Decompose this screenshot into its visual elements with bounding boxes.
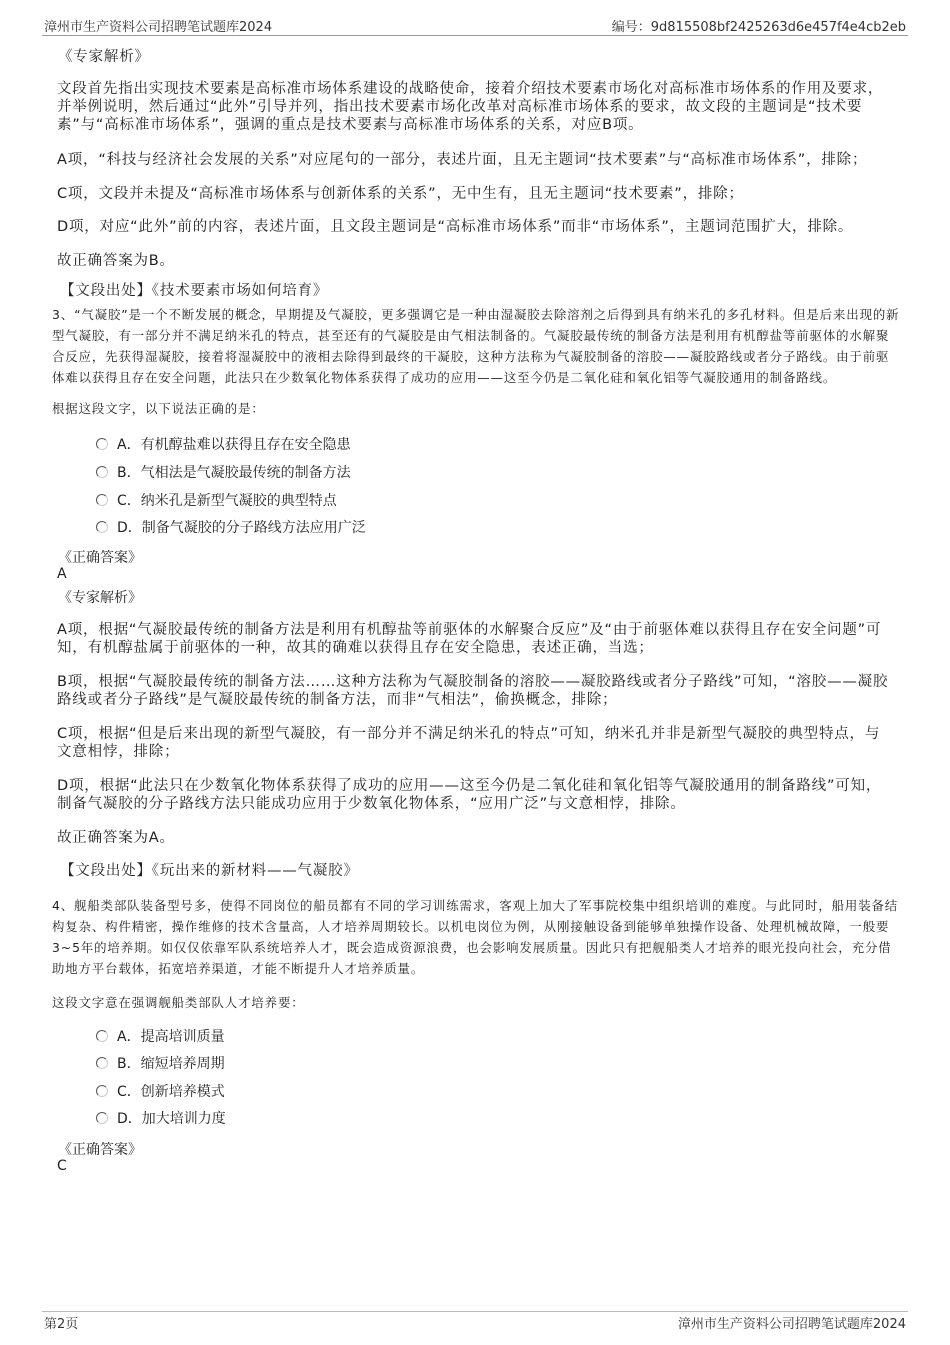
analysis-paragraph: C项，文段并未提及“高标准市场体系与创新体系的关系”，无中生有，且无主题词“技术要素”，排除； (57, 186, 744, 202)
analysis-paragraph: 故正确答案为A。 (57, 830, 175, 846)
option-d[interactable] (96, 1108, 226, 1128)
radio-icon[interactable] (96, 521, 108, 533)
analysis-paragraph: A项，“科技与经济社会发展的关系”对应尾句的一部分，表述片面，且无主题词“技术要素”与“高标准市场体系”，排除； (57, 152, 868, 168)
source-citation: 【文段出处】《玩出来的新材料——气凝胶》 (60, 863, 359, 879)
code-value: 9d815508bf2425263d6e457f4e4cb2eb (650, 20, 906, 35)
analysis-paragraph: A项，根据“气凝胶最传统的制备方法是利用有机醇盐等前驱体的水解聚合反应”及“由于前驱体难以获得且存在安全问题”可知，有机醇盐属于前驱体的一种，故其的确难以获得且存在安全隐患，表述正确，当选； (57, 622, 882, 656)
answer-label: 《正确答案》 (58, 550, 142, 566)
question-stem: 3、“气凝胶”是一个不断发展的概念，早期提及气凝胶，更多强调它是一种由湿凝胶去除溶剂之后得到具有纳米孔的多孔材料。但是后来出现的新型气凝胶，有一部分并不满足纳米孔的特点，甚至还有的气凝胶是由气相法制备的。气凝胶最传统的制备方法是利用有机醇盐等前驱体的水解聚合反应，先获得湿凝胶，接着将湿凝胶中的液相去除得到最终的干凝胶，这种方法称为气凝胶制备的溶胶——凝胶路线或者分子路线。由于前驱体难以获得且存在安全问题，此法只在少数氧化物体系获得了成功的应用——这至今仍是二氧化硅和氧化铝等气凝胶通用的制备路线。 (52, 307, 900, 385)
answer-value: C (57, 1158, 67, 1174)
answer-label: 《正确答案》 (58, 1142, 142, 1158)
radio-icon[interactable] (96, 1030, 108, 1042)
page-number: 第2页 (44, 1317, 79, 1332)
option-label: C．创新培养模式 (117, 1084, 225, 1100)
option-label: A．提高培训质量 (117, 1029, 225, 1045)
source-citation: 【文段出处】《技术要素市场如何培育》 (60, 283, 329, 299)
radio-icon[interactable] (96, 1057, 108, 1069)
radio-icon[interactable] (96, 1085, 108, 1097)
radio-icon[interactable] (96, 1112, 108, 1124)
footer-divider (42, 1311, 908, 1312)
option-a[interactable] (96, 434, 351, 454)
header-title: 漳州市生产资料公司招聘笔试题库2024 (44, 20, 273, 35)
analysis-paragraph: 故正确答案为B。 (57, 253, 175, 269)
question-stem: 4、舰船类部队装备型号多，使得不同岗位的船员都有不同的学习训练需求，客观上加大了军事院校集中组织培训的难度。与此同时，船用装备结构复杂、构件精密，操作维修的技术含量高，人才培养周期较长。以机电岗位为例，从刚接触设备到能够单独操作设备、处理机械故障，一般要3~5年的培养期。如仅仅依靠军队系统培养人才，既会造成资源浪费，也会影响发展质量。因此只有把舰船类人才培养的眼光投向社会，充分借助地方平台载体，拓宽培养渠道，才能不断提升人才培养质量。 (52, 898, 899, 976)
analysis-paragraph: 文段首先指出实现技术要素是高标准市场体系建设的战略使命，接着介绍技术要素市场化对高标准市场体系的作用及要求，并举例说明，然后通过“此外”引导并列，指出技术要素市场化改革对高标准市场体系的要求，故文段的主题词是“技术要素”与“高标准市场体系”，强调的重点是技术要素与高标准市场体系的关系，对应B项。 (57, 81, 884, 133)
option-b[interactable] (96, 1053, 225, 1073)
question-prompt: 根据这段文字，以下说法正确的是： (52, 401, 265, 416)
question-prompt: 这段文字意在强调舰船类部队人才培养要： (52, 995, 305, 1010)
option-c[interactable] (96, 1081, 225, 1101)
document-code (612, 16, 906, 35)
option-label: A．有机醇盐难以获得且存在安全隐患 (117, 437, 351, 453)
option-label: D．加大培训力度 (117, 1111, 226, 1127)
option-c[interactable] (96, 490, 337, 510)
option-label: C．纳米孔是新型气凝胶的典型特点 (117, 493, 337, 509)
analysis-paragraph: C项，根据“但是后来出现的新型气凝胶，有一部分并不满足纳米孔的特点”可知，纳米孔并非是新型气凝胶的典型特点，与文意相悖，排除； (57, 726, 881, 760)
option-label: B．气相法是气凝胶最传统的制备方法 (117, 465, 351, 481)
analysis-paragraph: D项，对应“此外”前的内容，表述片面，且文段主题词是“高标准市场体系”而非“市场体系”，主题词范围扩大，排除。 (57, 219, 854, 235)
analysis-paragraph: D项，根据“此法只在少数氧化物体系获得了成功的应用——这至今仍是二氧化硅和氧化铝等气凝胶通用的制备路线”可知，制备气凝胶的分子路线方法只能成功应用于少数氧化物体系，“应用广泛”与文意相悖，排除。 (57, 778, 882, 812)
option-a[interactable] (96, 1026, 225, 1046)
radio-icon[interactable] (96, 466, 108, 478)
footer-title: 漳州市生产资料公司招聘笔试题库2024 (677, 1317, 906, 1332)
code-label: 编号： (611, 20, 651, 35)
radio-icon[interactable] (96, 494, 108, 506)
option-label: B．缩短培养周期 (117, 1056, 225, 1072)
analysis-label: 《专家解析》 (58, 49, 150, 65)
option-label: D．制备气凝胶的分子路线方法应用广泛 (117, 520, 366, 536)
option-d[interactable] (96, 517, 366, 537)
analysis-paragraph: B项，根据“气凝胶最传统的制备方法……这种方法称为气凝胶制备的溶胶——凝胶路线或者分子路线”可知，“溶胶——凝胶路线或者分子路线”是气凝胶最传统的制备方法，而非“气相法”，偷换概念，排除； (57, 674, 889, 708)
radio-icon[interactable] (96, 438, 108, 450)
analysis-label: 《专家解析》 (58, 590, 142, 606)
answer-value: A (57, 566, 67, 582)
option-b[interactable] (96, 462, 351, 482)
header-divider (42, 35, 908, 36)
